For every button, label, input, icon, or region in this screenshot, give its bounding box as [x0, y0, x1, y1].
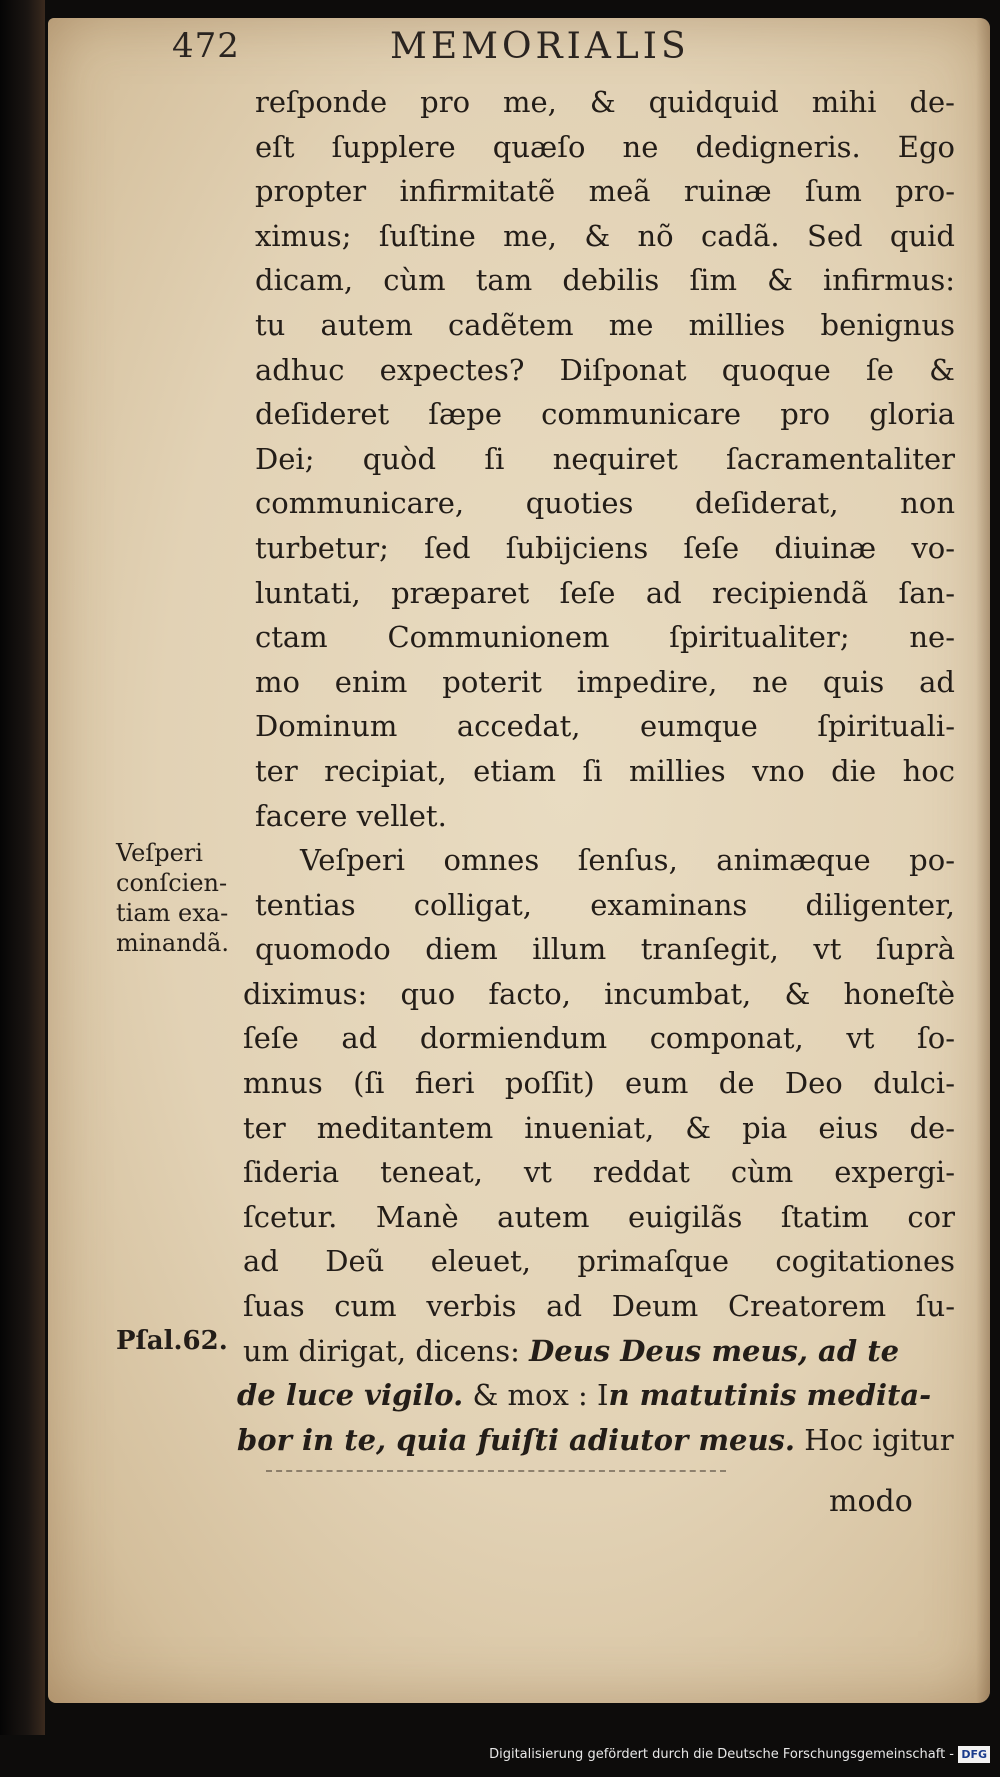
dashed-underline-mark — [266, 1470, 726, 1474]
marginal-note-line: Veſperi — [116, 839, 203, 867]
text-line: ſeſe ad dormiendum componat, vt ſo- — [243, 1021, 955, 1056]
text-line: propter infirmitatẽ meã ruinæ ſum pro- — [255, 174, 955, 209]
text-line — [243, 1329, 955, 1374]
text-line: Dominum accedat, eumque ſpirituali- — [255, 709, 955, 744]
page-number: 472 — [172, 26, 240, 66]
text-line: eſt ſupplere quæſo ne dedigneris. Ego — [255, 129, 955, 164]
quote-text: bor in te, quia fuiſti adiutor meus. — [237, 1422, 795, 1457]
text-run: & mox : I — [463, 1378, 609, 1413]
text-line: tu autem cadẽtem me millies benignus — [255, 307, 955, 342]
text-line: ter recipiat, etiam ſi millies vno die hoc — [255, 753, 955, 788]
text-line: mnus (ſi fieri poſſit) eum de Deo dulci- — [243, 1066, 955, 1101]
text-line: diximus: quo facto, incumbat, & honeſtè — [243, 976, 955, 1011]
dfg-logo: DFG — [958, 1746, 990, 1763]
text-line: ſuas cum verbis ad Deum Creatorem ſu- — [243, 1289, 955, 1324]
text-line: tentias colligat, examinans diligenter, — [255, 887, 955, 922]
catchword: modo — [829, 1484, 913, 1519]
text-line: mo enim poterit impedire, ne quis ad — [255, 664, 955, 699]
text-run: Hoc igitur — [794, 1422, 954, 1457]
text-line: ter meditantem inueniat, & pia eius de- — [243, 1110, 955, 1145]
marginal-psalm-reference: Pſal.62. — [116, 1326, 228, 1356]
body-text — [237, 80, 955, 1462]
text-line: quomodo diem illum tranſegit, vt ſuprà — [255, 932, 955, 967]
page-header — [172, 26, 792, 86]
footer-bar — [0, 1735, 1000, 1777]
text-line: facere vellet. — [255, 798, 447, 833]
text-line: dicam, cùm tam debilis ſim & infirmus: — [255, 263, 955, 298]
text-line — [237, 1418, 955, 1463]
text-line: reſponde pro me, & quidquid mihi de- — [255, 85, 955, 119]
running-title: MEMORIALIS — [390, 26, 690, 67]
page-edge-shadow — [976, 18, 990, 1703]
text-line: Dei; quòd ſi nequiret ſacramentaliter — [255, 441, 955, 476]
text-run: um dirigat, dicens: — [243, 1333, 520, 1368]
text-line: communicare, quoties deſiderat, non — [255, 486, 955, 521]
quote-text: de luce vigilo. — [237, 1378, 464, 1413]
text-line: turbetur; ſed ſubijciens ſeſe diuinæ vo- — [255, 530, 955, 565]
marginal-note-line: tiam exa- — [116, 899, 229, 927]
text-line: ſideria teneat, vt reddat cùm expergi- — [243, 1155, 955, 1190]
quote-text: Deus Deus meus, ad te — [529, 1333, 900, 1368]
marginal-note-line: conſcien- — [116, 869, 228, 897]
marginal-note-line: minandã. — [116, 929, 229, 957]
marginal-note — [116, 838, 229, 958]
text-line — [237, 1373, 955, 1418]
book-binding — [0, 0, 45, 1777]
text-line: adhuc expectes? Diſponat quoque ſe & — [255, 352, 955, 387]
text-line: deſideret ſæpe communicare pro gloria — [255, 397, 955, 432]
text-line: luntati, præparet ſeſe ad recipiendã ſan- — [255, 575, 955, 610]
text-line: ad Deũ eleuet, primaſque cogitationes — [243, 1244, 955, 1279]
text-line: Veſperi omnes ſenſus, animæque po- — [300, 843, 955, 878]
text-line: ſcetur. Manè autem euigilãs ſtatim cor — [243, 1199, 955, 1234]
quote-text: n matutinis medita- — [608, 1378, 932, 1413]
funding-credit: Digitalisierung gefördert durch die Deutsche Forschungsgemeinschaft - — [489, 1747, 954, 1762]
text-line: ximus; ſuſtine me, & nõ cadã. Sed quid — [255, 218, 955, 253]
text-line: ctam Communionem ſpiritualiter; ne- — [255, 620, 955, 655]
